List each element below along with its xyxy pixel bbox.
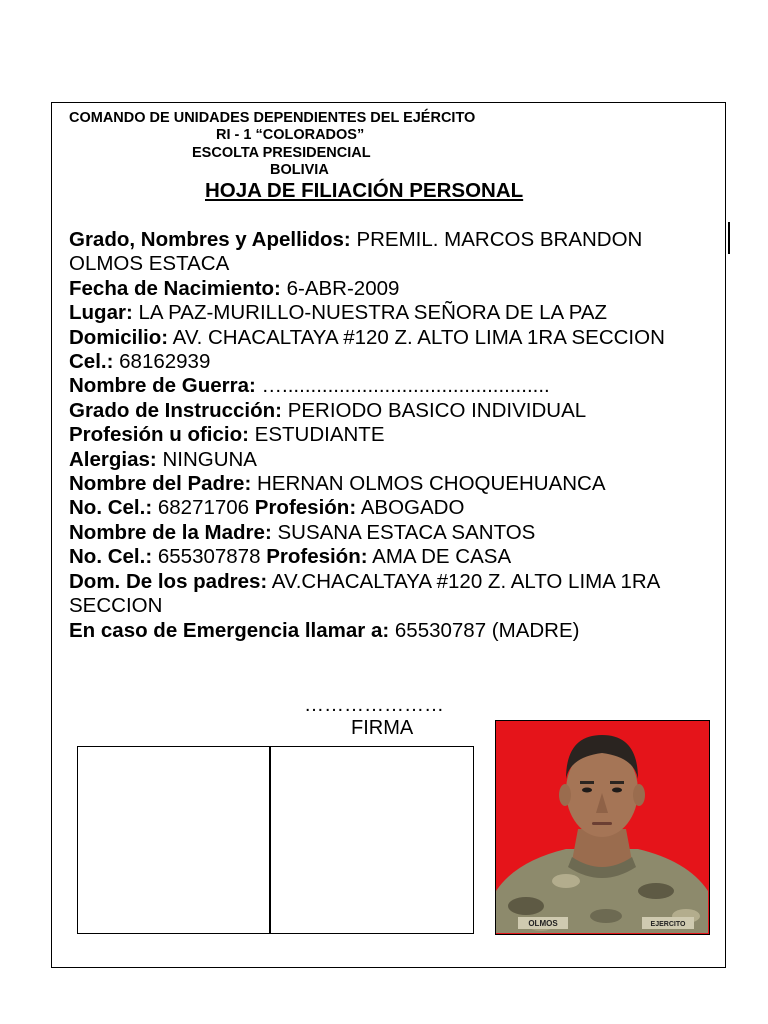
field-padre xyxy=(69,472,709,496)
field-value: 655307878 xyxy=(157,545,261,569)
field-label: Dom. De los padres: xyxy=(69,569,268,593)
field-label: Nombre de Guerra: xyxy=(69,374,256,398)
field-instruccion xyxy=(69,399,709,423)
field-label: Domicilio: xyxy=(69,325,169,349)
field-alergias xyxy=(69,448,709,472)
field-dom-padres xyxy=(69,570,709,619)
header-escort: ESCOLTA PRESIDENCIAL xyxy=(192,145,371,161)
field-label: Profesión: xyxy=(254,496,357,520)
field-label: Nombre del Padre: xyxy=(69,472,252,496)
field-grado xyxy=(69,228,709,277)
signature-line: ………………… xyxy=(304,694,444,716)
field-value: NINGUNA xyxy=(162,447,257,471)
field-label: No. Cel.: xyxy=(69,496,153,520)
field-label: Alergias: xyxy=(69,447,157,471)
id-photo xyxy=(495,720,710,935)
field-guerra xyxy=(69,374,709,398)
field-label: Fecha de Nacimiento: xyxy=(69,276,281,300)
branch-tape: EJERCITO xyxy=(650,921,686,928)
field-value: PERIODO BASICO INDIVIDUAL xyxy=(287,398,587,422)
field-padre-contacto xyxy=(69,496,709,520)
field-madre xyxy=(69,521,709,545)
field-value: PREMIL. MARCOS BRANDON OLMOS ESTACA xyxy=(69,228,643,276)
field-label: En caso de Emergencia llamar a: xyxy=(69,618,390,642)
field-value: LA PAZ-MURILLO-NUESTRA SEÑORA DE LA PAZ xyxy=(138,301,608,325)
field-value: ESTUDIANTE xyxy=(254,423,385,447)
header-country: BOLIVIA xyxy=(270,162,329,178)
field-value: 6-ABR-2009 xyxy=(286,276,400,300)
field-value: …............................................... xyxy=(261,374,550,398)
field-domicilio xyxy=(69,326,709,375)
name-tape: OLMOS xyxy=(528,919,558,928)
fingerprint-box-left xyxy=(77,746,271,934)
field-label: Profesión u oficio: xyxy=(69,423,249,447)
filiation-fields xyxy=(69,228,709,643)
field-label: Lugar: xyxy=(69,301,133,325)
field-label: No. Cel.: xyxy=(69,545,153,569)
field-value: AV. CHACALTAYA #120 Z. ALTO LIMA 1RA SECCION xyxy=(172,325,665,349)
header-regiment: RI - 1 “COLORADOS” xyxy=(216,127,365,143)
field-label: Cel.: xyxy=(69,350,114,374)
field-lugar xyxy=(69,301,709,325)
signature-label: FIRMA xyxy=(351,717,414,739)
fingerprint-box-right xyxy=(269,746,474,934)
field-profesion xyxy=(69,423,709,447)
field-value: 65530787 (MADRE) xyxy=(394,618,580,642)
field-madre-contacto xyxy=(69,545,709,569)
field-fecha xyxy=(69,277,709,301)
field-value: AMA DE CASA xyxy=(372,545,512,569)
field-label: Grado de Instrucción: xyxy=(69,398,282,422)
field-value: HERNAN OLMOS CHOQUEHUANCA xyxy=(256,472,606,496)
field-value: AV.CHACALTAYA #120 Z. ALTO LIMA 1RA SECCION xyxy=(69,569,660,618)
field-label: Nombre de la Madre: xyxy=(69,520,272,544)
field-value: 68271706 xyxy=(157,496,250,520)
field-label: Profesión: xyxy=(266,545,368,569)
edge-mark xyxy=(728,222,730,254)
portrait-illustration xyxy=(496,721,708,933)
field-value: 68162939 xyxy=(119,350,211,374)
field-value: ABOGADO xyxy=(360,496,465,520)
header-command: COMANDO DE UNIDADES DEPENDIENTES DEL EJÉRCITO xyxy=(69,110,476,126)
field-label: Grado, Nombres y Apellidos: xyxy=(69,228,351,251)
field-value: SUSANA ESTACA SANTOS xyxy=(277,520,536,544)
field-emergencia xyxy=(69,619,709,643)
document-title: HOJA DE FILIACIÓN PERSONAL xyxy=(205,179,524,202)
